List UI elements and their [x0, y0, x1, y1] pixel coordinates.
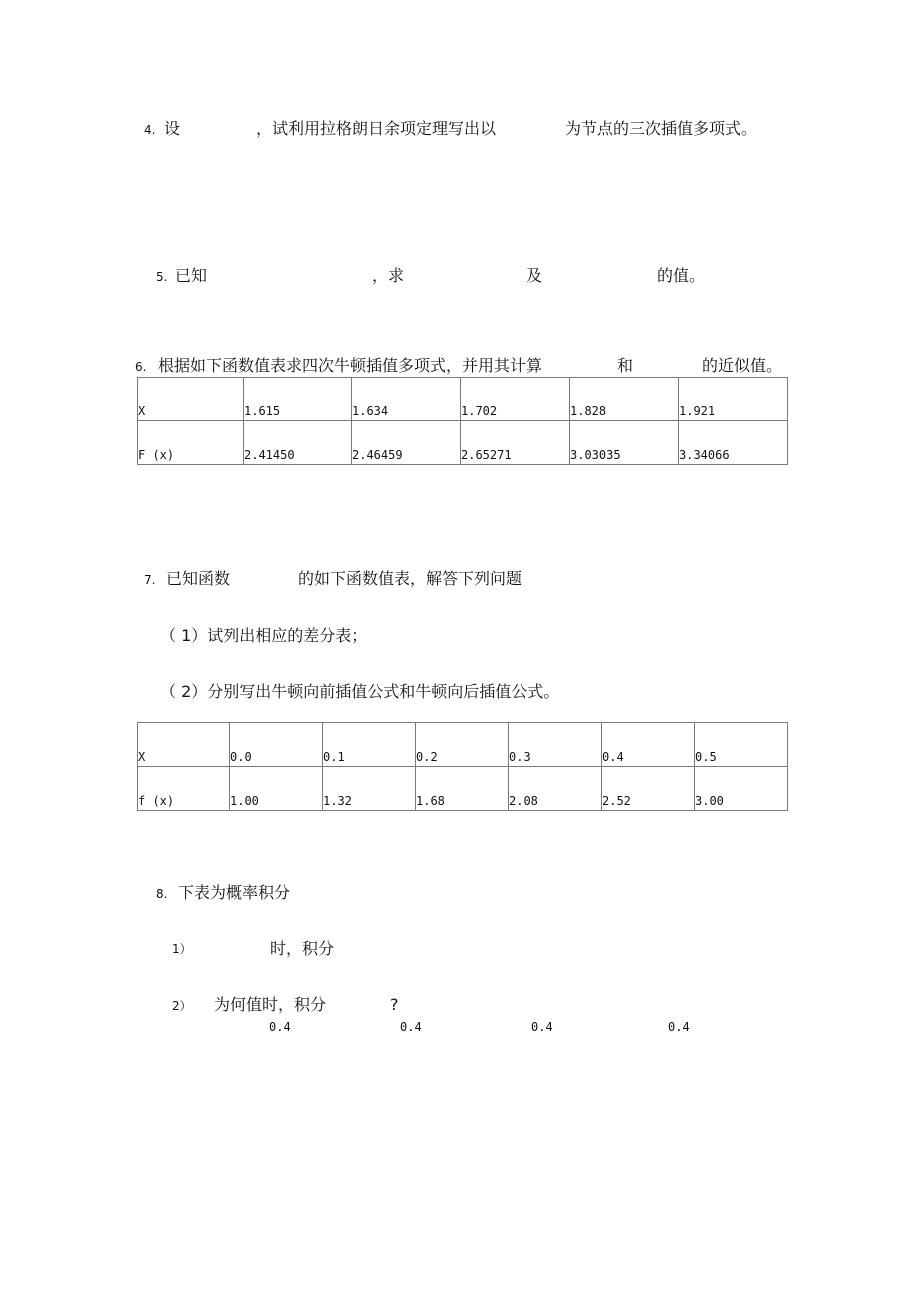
table-cell: 1.32	[323, 767, 416, 811]
table-row	[138, 723, 788, 767]
table-cell: 2.46459	[352, 421, 461, 465]
question-8-sub1-text: 时，积分	[270, 939, 335, 958]
question-4-text-part1: 设	[164, 119, 181, 138]
table-cell: 1.68	[416, 767, 509, 811]
question-5-text-part3: 及	[526, 266, 543, 285]
question-5-text-part1: 已知	[175, 266, 208, 285]
question-4-text-part2: ，试利用拉格朗日余项定理写出以	[256, 119, 497, 138]
question-6-text-part3: 的近似值。	[702, 356, 783, 375]
question-8-value: 0.4	[269, 1020, 291, 1034]
table-cell: X	[138, 723, 230, 767]
question-8-sub1-number: 1）	[172, 942, 192, 956]
table-cell: 0.3	[509, 723, 602, 767]
question-7-table	[137, 722, 788, 811]
table-cell: X	[138, 378, 244, 421]
table-cell: 0.2	[416, 723, 509, 767]
question-6-number: 6.	[135, 360, 147, 374]
table-cell: 2.65271	[461, 421, 570, 465]
question-5-text-part2: ，求	[372, 266, 405, 285]
question-7-number: 7.	[144, 573, 156, 587]
table-cell: 3.34066	[679, 421, 788, 465]
table-cell: 2.08	[509, 767, 602, 811]
question-8-sub2-question-mark: ?	[390, 995, 399, 1014]
table-cell: 1.00	[230, 767, 323, 811]
question-6-text-part1: 根据如下函数值表求四次牛顿插值多项式，并用其计算	[158, 356, 543, 375]
table-cell: 0.0	[230, 723, 323, 767]
question-8-value: 0.4	[400, 1020, 422, 1034]
table-cell: 1.615	[244, 378, 352, 421]
table-cell: 0.1	[323, 723, 416, 767]
table-cell: 1.921	[679, 378, 788, 421]
question-6-text-part2: 和	[617, 356, 634, 375]
table-cell: 0.5	[695, 723, 788, 767]
question-6-table	[137, 377, 788, 465]
question-8-sub2-text: 为何值时，积分	[214, 995, 327, 1014]
table-row	[138, 378, 788, 421]
question-8-title: 下表为概率积分	[178, 883, 291, 902]
question-5-number: 5.	[156, 270, 168, 284]
table-cell: 2.52	[602, 767, 695, 811]
table-cell: 1.828	[570, 378, 679, 421]
table-cell: f (x)	[138, 767, 230, 811]
table-cell: 3.00	[695, 767, 788, 811]
question-8-value: 0.4	[531, 1020, 553, 1034]
question-8-value: 0.4	[668, 1020, 690, 1034]
question-8-number: 8.	[156, 887, 168, 901]
table-cell: 3.03035	[570, 421, 679, 465]
question-8-sub2-number: 2）	[172, 999, 192, 1013]
table-cell: 1.634	[352, 378, 461, 421]
question-7-text-part1: 已知函数	[166, 569, 231, 588]
question-4-number: 4.	[144, 123, 156, 137]
table-cell: 2.41450	[244, 421, 352, 465]
question-5-text-part4: 的值。	[657, 266, 706, 285]
question-7-text-part2: 的如下函数值表，解答下列问题	[298, 569, 523, 588]
question-7-sub1: （ 1）试列出相应的差分表；	[160, 626, 368, 645]
question-4-text-part3: 为节点的三次插值多项式。	[565, 119, 758, 138]
table-row	[138, 421, 788, 465]
table-cell: 1.702	[461, 378, 570, 421]
question-7-sub2: （ 2）分别写出牛顿向前插值公式和牛顿向后插值公式。	[160, 682, 560, 701]
table-row	[138, 767, 788, 811]
table-cell: 0.4	[602, 723, 695, 767]
table-cell: F (x)	[138, 421, 244, 465]
